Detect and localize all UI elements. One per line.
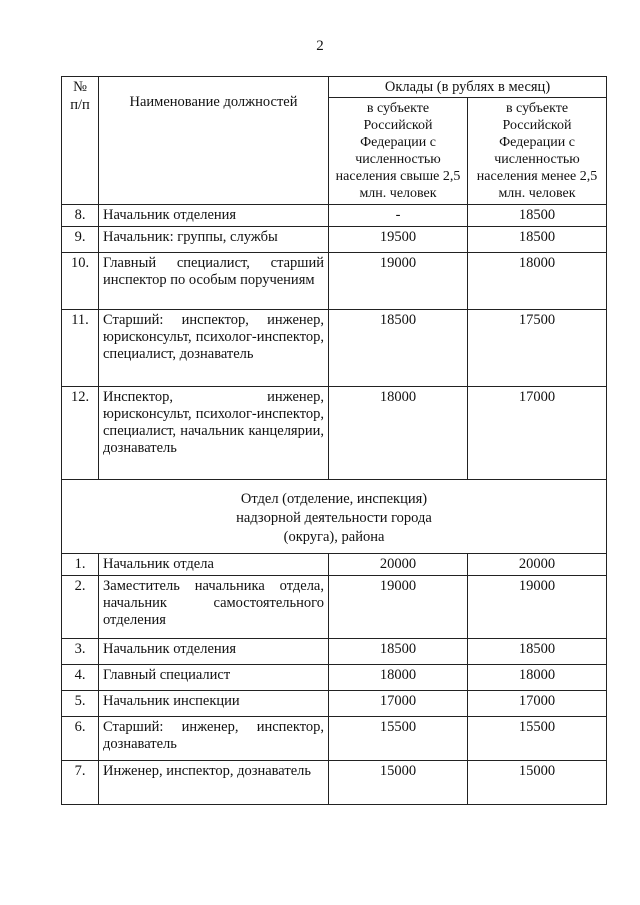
salary-under: 15000 xyxy=(468,761,607,805)
position-name: Начальник отделения xyxy=(99,639,329,665)
table-row xyxy=(62,227,607,253)
salary-over: 19500 xyxy=(329,227,468,253)
salary-under: 17000 xyxy=(468,691,607,717)
salary-over: 18500 xyxy=(329,639,468,665)
header-name: Наименование должностей xyxy=(99,77,329,205)
position-name: Старший: инспектор, инженер, юрисконсульт, психолог-инспектор, специалист, дознаватель xyxy=(99,310,329,387)
table-row xyxy=(62,554,607,576)
salary-under: 19000 xyxy=(468,576,607,639)
section-block xyxy=(62,480,607,554)
salary-over: 19000 xyxy=(329,253,468,310)
table-row xyxy=(62,761,607,805)
salary-under: 15500 xyxy=(468,717,607,761)
header-sub-under: в субъекте Российской Федерации с численностью населения менее 2,5 млн. человек xyxy=(468,98,607,205)
salary-over: 18000 xyxy=(329,387,468,480)
row-number: 3. xyxy=(62,639,99,665)
row-number: 5. xyxy=(62,691,99,717)
salary-under: 18500 xyxy=(468,639,607,665)
salary-over: 18000 xyxy=(329,665,468,691)
page-number: 2 xyxy=(316,38,324,54)
table-row xyxy=(62,387,607,480)
position-name: Главный специалист xyxy=(99,665,329,691)
salary-under: 17000 xyxy=(468,387,607,480)
header-row-1 xyxy=(62,77,607,98)
salary-under: 17500 xyxy=(468,310,607,387)
section-title: Отдел (отделение, инспекция) надзорной деятельности города (округа), района xyxy=(62,480,607,554)
table-body-top xyxy=(62,205,607,480)
table-body-bottom xyxy=(62,554,607,805)
position-name: Начальник: группы, службы xyxy=(99,227,329,253)
salary-over: 19000 xyxy=(329,576,468,639)
salary-under: 18000 xyxy=(468,665,607,691)
table-row xyxy=(62,576,607,639)
table-row xyxy=(62,691,607,717)
position-name: Заместитель начальника отдела, начальник самостоятельного отделения xyxy=(99,576,329,639)
header-num: № п/п xyxy=(62,77,99,205)
salary-under: 20000 xyxy=(468,554,607,576)
row-number: 10. xyxy=(62,253,99,310)
table-row xyxy=(62,205,607,227)
salary-under: 18000 xyxy=(468,253,607,310)
row-number: 7. xyxy=(62,761,99,805)
position-name: Инспектор, инженер, юрисконсульт, психолог-инспектор, специалист, начальник канцелярии, дознаватель xyxy=(99,387,329,480)
row-number: 12. xyxy=(62,387,99,480)
table-row xyxy=(62,253,607,310)
row-number: 11. xyxy=(62,310,99,387)
salary-over: 18500 xyxy=(329,310,468,387)
position-name: Старший: инженер, инспектор, дознаватель xyxy=(99,717,329,761)
row-number: 4. xyxy=(62,665,99,691)
table-row xyxy=(62,665,607,691)
header-sub-over: в субъекте Российской Федерации с численностью населения свыше 2,5 млн. человек xyxy=(329,98,468,205)
row-number: 6. xyxy=(62,717,99,761)
salary-over: 20000 xyxy=(329,554,468,576)
table-row xyxy=(62,310,607,387)
row-number: 1. xyxy=(62,554,99,576)
salary-over: 15000 xyxy=(329,761,468,805)
salary-over: - xyxy=(329,205,468,227)
salary-over: 17000 xyxy=(329,691,468,717)
position-name: Начальник отделения xyxy=(99,205,329,227)
section-row xyxy=(62,480,607,554)
position-name: Главный специалист, старший инспектор по особым поручениям xyxy=(99,253,329,310)
header-salary: Оклады (в рублях в месяц) xyxy=(329,77,607,98)
table-row xyxy=(62,639,607,665)
position-name: Начальник отдела xyxy=(99,554,329,576)
row-number: 2. xyxy=(62,576,99,639)
salary-over: 15500 xyxy=(329,717,468,761)
row-number: 8. xyxy=(62,205,99,227)
position-name: Начальник инспекции xyxy=(99,691,329,717)
table-row xyxy=(62,717,607,761)
position-name: Инженер, инспектор, дознаватель xyxy=(99,761,329,805)
row-number: 9. xyxy=(62,227,99,253)
salary-under: 18500 xyxy=(468,227,607,253)
salary-under: 18500 xyxy=(468,205,607,227)
salary-table xyxy=(61,76,607,805)
